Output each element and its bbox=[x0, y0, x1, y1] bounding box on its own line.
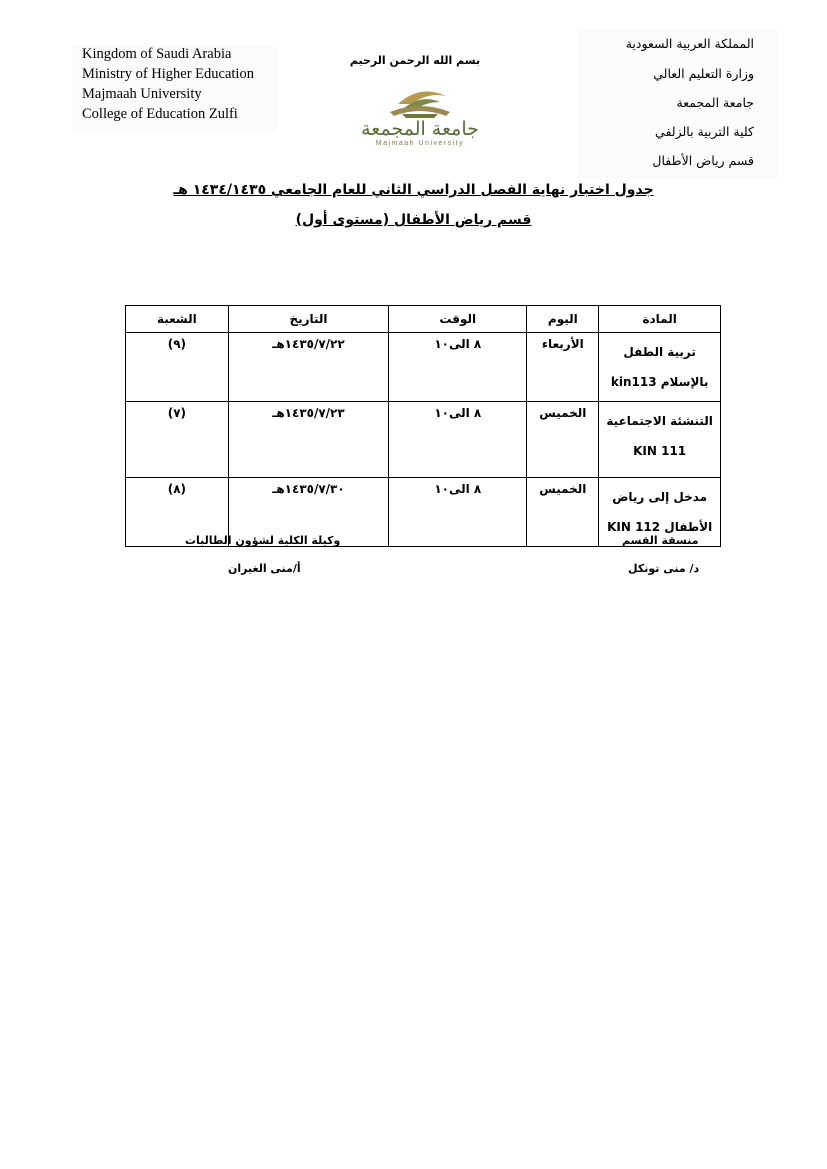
cell-time: ٨ الى١٠ bbox=[389, 402, 527, 478]
arabic-header bbox=[578, 30, 778, 178]
header-en-line-1: Kingdom of Saudi Arabia bbox=[82, 46, 232, 62]
table-header-row bbox=[126, 306, 721, 333]
table-row bbox=[126, 402, 721, 478]
header-en-line-3: Majmaah University bbox=[82, 86, 202, 102]
logo-name-ar: جامعة المجمعة bbox=[361, 118, 479, 140]
cell-section: (٧) bbox=[126, 402, 229, 478]
cell-subject: التنشئة الاجتماعية KIN 111 bbox=[599, 402, 721, 478]
header-ar-line-3: جامعة المجمعة bbox=[676, 95, 754, 110]
logo-name-en: Majmaah University bbox=[375, 140, 465, 147]
signature-left-name: أ/منى الغيران bbox=[228, 562, 301, 575]
header-ar-line-1: المملكة العربية السعودية bbox=[625, 36, 754, 51]
cell-date: ١٤٣٥/٧/٣٠هـ bbox=[228, 478, 388, 547]
signature-right-title: منسقة القسم bbox=[622, 534, 699, 547]
signature-right-name: د/ منى تونكل bbox=[628, 562, 700, 575]
header-ar-line-4: كلية التربية بالزلفي bbox=[655, 124, 754, 139]
page-subtitle: قسم رياض الأطفال (مستوى أول) bbox=[295, 212, 532, 228]
header-en-line-4: College of Education Zulfi bbox=[82, 106, 238, 122]
exam-schedule-table bbox=[125, 305, 721, 547]
page-title: جدول اختبار نهاية الفصل الدراسي الثاني للعام الجامعي ١٤٣٤/١٤٣٥ هـ bbox=[173, 182, 654, 198]
header-ar-line-5: قسم رياض الأطفال bbox=[652, 153, 754, 168]
cell-subject: مدخل إلى رياض الأطفال KIN 112 bbox=[599, 478, 721, 547]
cell-day: الخميس bbox=[527, 478, 599, 547]
header-ar-line-2: وزارة التعليم العالي bbox=[653, 66, 754, 81]
cell-day: الخميس bbox=[527, 402, 599, 478]
signature-left-title: وكيلة الكلية لشؤون الطالبات bbox=[185, 534, 341, 547]
cell-section: (٩) bbox=[126, 333, 229, 402]
english-header bbox=[72, 46, 277, 132]
header-section: الشعبة bbox=[126, 306, 229, 333]
cell-time: ٨ الى١٠ bbox=[389, 478, 527, 547]
cell-date: ١٤٣٥/٧/٢٣هـ bbox=[228, 402, 388, 478]
cell-subject: تربية الطفل بالإسلام kin113 bbox=[599, 333, 721, 402]
header-time: الوقت bbox=[389, 306, 527, 333]
cell-section: (٨) bbox=[126, 478, 229, 547]
header-en-line-2: Ministry of Higher Education bbox=[82, 66, 254, 82]
header-subject: المادة bbox=[599, 306, 721, 333]
cell-date: ١٤٣٥/٧/٢٢هـ bbox=[228, 333, 388, 402]
basmala: بسم الله الرحمن الرحيم bbox=[349, 54, 481, 67]
cell-time: ٨ الى١٠ bbox=[389, 333, 527, 402]
cell-day: الأربعاء bbox=[527, 333, 599, 402]
header-date: التاريخ bbox=[228, 306, 388, 333]
table-row bbox=[126, 333, 721, 402]
header-day: اليوم bbox=[527, 306, 599, 333]
